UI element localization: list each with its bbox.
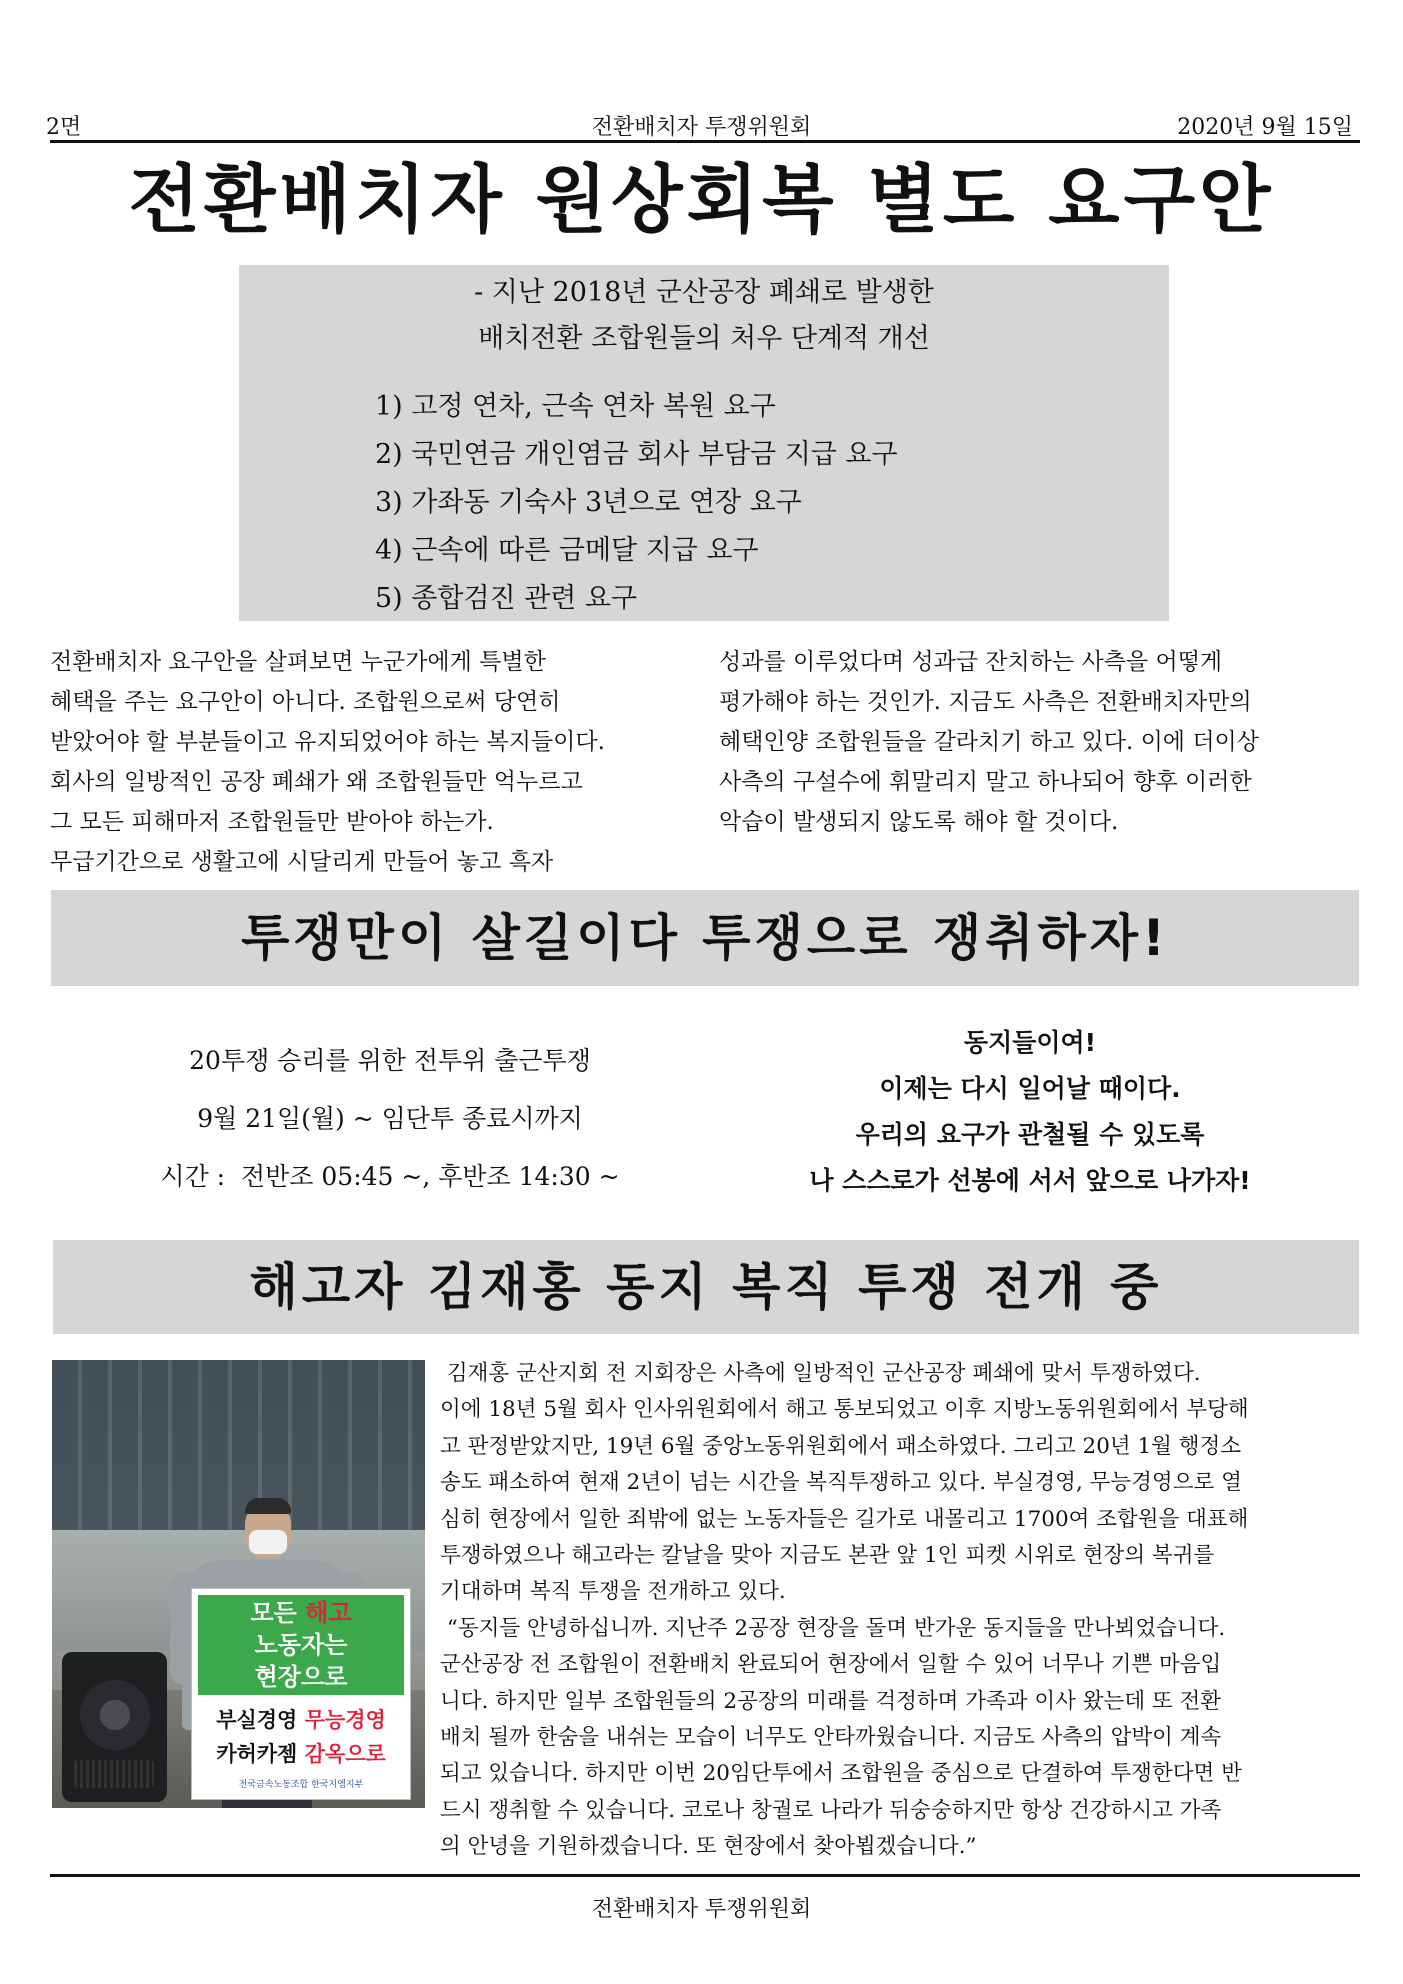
- header-org: 전환배치자 투쟁위원회: [591, 115, 812, 140]
- article-line: 되고 있습니다. 하지만 이번 20임단투에서 조합원을 중심으로 단결하여 투쟁한다면 반: [440, 1761, 1242, 1787]
- article-line: 무급기간으로 생활고에 시달리게 만들어 놓고 흑자: [50, 849, 554, 875]
- article-line: 받았어야 할 부분들이고 유지되었어야 하는 복지들이다.: [50, 729, 605, 755]
- picket-sign-top: [198, 1595, 404, 1695]
- banner-reinstatement-text: 해고자 김재홍 동지 복직 투쟁 전개 중: [249, 1258, 1163, 1316]
- demand-item: 2) 국민연금 개인염금 회사 부담금 지급 요구: [375, 439, 898, 470]
- sign-text-highlight: 무능경영: [304, 1708, 386, 1732]
- schedule-block: [100, 1032, 680, 1206]
- demand-item: 4) 근속에 따른 금메달 지급 요구: [375, 535, 759, 566]
- speaker-cone: [80, 1680, 150, 1750]
- article-line: 고 판정받았지만, 19년 6월 중앙노동위원회에서 패소하였다. 그리고 20년 1월 행정소: [440, 1433, 1242, 1459]
- demands-intro-2: 배치전환 조합원들의 처우 단계적 개선: [478, 323, 930, 354]
- call-line: 우리의 요구가 관철될 수 있도록: [855, 1120, 1205, 1149]
- header-rule: [50, 140, 1360, 143]
- schedule-line-3: 시간 : 전반조 05:45 ~, 후반조 14:30 ~: [160, 1162, 620, 1191]
- photo-building: [52, 1360, 425, 1530]
- article-1-right-column: [719, 642, 1259, 842]
- article-line: 김재홍 군산지회 전 지회장은 사측에 일방적인 군산공장 폐쇄에 맞서 투쟁하였다.: [440, 1361, 1201, 1386]
- banner-reinstatement: [53, 1240, 1359, 1334]
- article-line: 혜택을 주는 요구안이 아니다. 조합원으로써 당연히: [50, 689, 561, 715]
- page-title: 전환배치자 원상회복 별도 요구안: [128, 157, 1275, 243]
- footer-org: 전환배치자 투쟁위원회: [591, 1897, 812, 1922]
- article-1-left-column: [50, 642, 605, 882]
- sign-text: 카허카젬: [216, 1742, 305, 1766]
- page-number: 2면: [46, 115, 82, 140]
- article-line: 평가해야 하는 것인가. 지금도 사측은 전환배치자만의: [719, 689, 1252, 715]
- sign-text: 부실경영: [216, 1708, 305, 1732]
- call-line: 동지들이여!: [963, 1028, 1097, 1057]
- article-line: 심히 현장에서 일한 죄밖에 없는 노동자들은 길가로 내몰리고 1700여 조합원을 대표해: [440, 1506, 1249, 1532]
- article-line: 군산공장 전 조합원이 전환배치 완료되어 현장에서 일할 수 있어 너무나 기쁜 마음입: [440, 1652, 1222, 1678]
- sign-text: 모든: [250, 1599, 306, 1627]
- demands-intro-1: - 지난 2018년 군산공장 폐쇄로 발생한: [474, 277, 934, 308]
- sign-text: 현장으로: [254, 1663, 348, 1691]
- schedule-line-1: 20투쟁 승리를 위한 전투위 출근투쟁: [189, 1046, 591, 1075]
- article-line: 기대하며 복직 투쟁을 전개하고 있다.: [440, 1579, 786, 1605]
- article-line: 배치 될까 한숨을 내쉬는 모습이 너무도 안타까웠습니다. 지금도 사측의 압박이 계속: [440, 1725, 1222, 1751]
- article-line: 드시 쟁취할 수 있습니다. 코로나 창궐로 나라가 뒤숭숭하지만 항상 건강하시고 가족: [440, 1797, 1222, 1823]
- call-to-action: [720, 1020, 1340, 1204]
- article-line: 악습이 발생되지 않도록 해야 할 것이다.: [719, 809, 1119, 835]
- picket-protest-photo: [52, 1360, 425, 1808]
- article-line: 회사의 일방적인 공장 폐쇄가 왜 조합원들만 억누르고: [50, 769, 583, 795]
- article-line: 투쟁하였으나 해고라는 칼날을 맞아 지금도 본관 앞 1인 피켓 시위로 현장의 복귀를: [440, 1543, 1215, 1569]
- header-date: 2020년 9월 15일: [1177, 115, 1353, 140]
- article-line: 이에 18년 5월 회사 인사위원회에서 해고 통보되었고 이후 지방노동위원회에서 부당해: [440, 1397, 1249, 1423]
- schedule-line-2: 9월 21일(월) ~ 임단투 종료시까지: [197, 1104, 583, 1133]
- sign-text-highlight: 감옥으로: [304, 1742, 386, 1766]
- sign-text: 노동자는: [254, 1631, 348, 1659]
- article-line: 혜택인양 조합원들을 갈라치기 하고 있다. 이에 더이상: [719, 729, 1259, 755]
- banner-struggle-text: 투쟁만이 살길이다 투쟁으로 쟁취하자!: [241, 909, 1169, 967]
- article-2-body: [440, 1356, 1360, 1866]
- article-line: 니다. 하지만 일부 조합원들의 2공장의 미래를 걱정하며 가족과 이사 왔는데 또 전환: [440, 1688, 1222, 1714]
- sign-text-highlight: 해고: [305, 1599, 352, 1627]
- photo-face-mask: [249, 1530, 287, 1554]
- article-line: 성과를 이루었다며 성과급 잔치하는 사측을 어떻게: [719, 649, 1223, 675]
- article-line: 송도 패소하여 현재 2년이 넘는 시간을 복직투쟁하고 있다. 부실경영, 무능경영으로 열: [440, 1470, 1242, 1496]
- demand-item: 3) 가좌동 기숙사 3년으로 연장 요구: [375, 487, 802, 518]
- call-line: 이제는 다시 일어날 때이다.: [879, 1074, 1181, 1103]
- article-line: 사측의 구설수에 휘말리지 말고 하나되어 향후 이러한: [719, 769, 1252, 795]
- footer-rule: [50, 1874, 1360, 1877]
- article-line: 그 모든 피해마저 조합원들만 받아야 하는가.: [50, 809, 494, 835]
- article-line: 의 안녕을 기원하겠습니다. 또 현장에서 찾아뵙겠습니다.”: [440, 1834, 977, 1860]
- speaker-icon: [62, 1652, 167, 1802]
- call-line: 나 스스로가 선봉에 서서 앞으로 나가자!: [809, 1166, 1251, 1195]
- demand-item: 5) 종합검진 관련 요구: [375, 583, 638, 614]
- speaker-grill: [74, 1760, 154, 1788]
- article-line: 전환배치자 요구안을 살펴보면 누군가에게 특별한: [50, 649, 546, 675]
- photo-person-hair: [245, 1498, 291, 1514]
- picket-sign: [191, 1588, 411, 1800]
- article-line: “동지들 안녕하십니까. 지난주 2공장 현장을 돌며 반가운 동지들을 만나뵈었습니다.: [440, 1615, 1226, 1641]
- picket-sign-bottom: [198, 1703, 404, 1775]
- sign-footer: 전국금속노동조합 한국지엠지부: [238, 1780, 364, 1790]
- demands-box: [239, 265, 1169, 621]
- banner-struggle: [51, 890, 1359, 986]
- demand-item: 1) 고정 연차, 근속 연차 복원 요구: [375, 391, 776, 422]
